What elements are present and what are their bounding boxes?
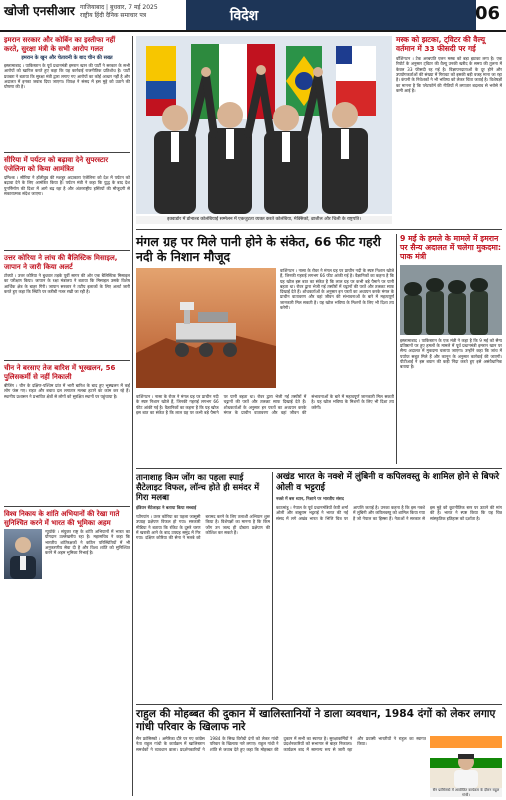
story1-headline: इमरान सरकार और कोर्बिन का इस्तीफा नहीं करते, सुरक्षा मंत्री के सभी आरोप गलत — [4, 36, 116, 53]
musk-story — [396, 36, 502, 228]
nepal-headline: अखंड भारत के नक्शे में लुंबिनी व कपिलवस्तु के शामिल होने से बिफरे ओली व भट्टराई — [276, 472, 500, 493]
mars-headline: मंगल ग्रह पर मिले पानी होने के संकेत, 66 फीट गहरी नदी के निशान मौजूद — [136, 234, 381, 264]
edition-tagline: राष्ट्रीय हिंदी दैनिक समाचार पत्र — [80, 12, 147, 19]
date: गाजियाबाद | बुधवार, 7 मई 2025 — [80, 4, 158, 11]
kim-story — [136, 472, 270, 702]
divider — [4, 250, 130, 251]
masthead: खोजी एनसीआर — [4, 4, 75, 18]
story3-headline: उत्तर कोरिया ने लांच की बैलिस्टिक मिसाइल, जापान ने जारी किया अलर्ट — [4, 254, 118, 271]
kim-byline: इंडियन सैटेलाइट ने बताया किया सच्चाई — [136, 505, 197, 510]
photo-presidents — [136, 36, 392, 214]
story2-body: दमिश्क । सीरिया ने हॉलीवुड की मशहूर अदाकारा एंजेलिना को देश में पर्यटन को बढ़ावा देने के लिए आमंत्रित किया है। पर्यटन मंत्री ने कहा कि युद्ध के बाद देश पुनर्निर्माण की दिशा में आगे बढ़ रहा है और अंतरराष्ट्रीय हस्तियों की मौजूदगी से सकारात्मक संदेश जाएगा। — [4, 175, 130, 196]
mars-body-continued: वाशिंगटन । नासा के रोवर ने मंगल ग्रह पर प्राचीन नदी के स्पष्ट निशान खोजे हैं, जिनकी गहराई लगभग 66 फीट आंकी गई है। वैज्ञानिकों का कहना है कि यह खोज इस बात का संकेत है कि लाल ग्रह पर कभी बड़े पैमाने पर पानी बहता था। रोवर द्वारा भेजी गई तस्वीरों में चट्टानों की परतें और तलछट साफ दिखाई देते हैं। शोधकर्ताओं के अनुसार इन परतों का अध्ययन करके मंगल के प्राचीन वातावरण और वहां जीवन की संभावनाओं के बारे में महत्वपूर्ण जानकारी मिल सकती है। यह खोज भविष्य के मिशनों के लिए भी दिशा तय करेगी। — [136, 394, 394, 415]
nepal-byline: नक्शे में बस ध्यान, निशाने पर भारतीय संसद — [276, 496, 344, 502]
musk-headline: मस्क को झटका, ट्विटर की वैल्यू वर्तमान में 33 फीसदी पर गई — [396, 35, 485, 53]
column-divider — [132, 36, 133, 796]
musk-body: वॉशिंगटन । टेक अरबपति एलन मस्क को बड़ा झटका लगा है। एक रिपोर्ट के अनुसार ट्विटर की वैल्यू उनकी खरीद के समय की तुलना में केवल 33 फीसदी रह गई है। विज्ञापनदाताओं के दूर होने और उपयोगकर्ताओं की संख्या में गिरावट को इसकी बड़ी वजह माना जा रहा है। कंपनी के निवेशकों ने भी भविष्य को लेकर चिंता जताई है। विशेषज्ञों का मानना है कि प्लेटफॉर्म की नीतियों में लगातार बदलाव से भरोसे में कमी आई है। — [396, 56, 502, 93]
divider — [136, 468, 502, 469]
divider — [136, 704, 502, 705]
rahul-body: सैन फ्रांसिस्को । अमेरिका दौरे पर गए कांग्रेस नेता राहुल गांधी के कार्यक्रम में खालिस्तान समर्थकों ने व्यवधान डाला। प्रदर्शनकारियों ने 1984 के सिख विरोधी दंगों को लेकर गांधी परिवार के खिलाफ नारे लगाए। राहुल गांधी ने शांति से जवाब देते हुए कहा कि मोहब्बत की दुकान में सभी का स्वागत है। सुरक्षाकर्मियों ने प्रदर्शनकारियों को सभागार से बाहर निकाला। कार्यक्रम बाद में सामान्य रूप से जारी रहा और प्रवासी भारतीयों ने राहुल का स्वागत किया। — [136, 736, 426, 752]
rahul-story — [136, 708, 502, 798]
soldiers-photo-illustration — [400, 265, 502, 335]
imran-body: इस्लामाबाद । पाकिस्तान के एक मंत्री ने कहा है कि 9 मई को सैन्य प्रतिष्ठानों पर हुए हमलों के मामले में पूर्व प्रधानमंत्री इमरान खान पर सैन्य अदालत में मुकदमा चलाया जाएगा। उन्होंने कहा कि जांच में पर्याप्त सबूत मिले हैं और कानून के अनुसार कार्रवाई की जाएगी। पीटीआई ने इस बयान की कड़ी निंदा करते हुए इसे असंवैधानिक बताया है। — [400, 337, 502, 370]
story1-subhead: इमरान के खुन और चेतावनी के बाद चीन की सख्त — [21, 55, 113, 61]
divider — [136, 229, 502, 230]
page-number: 06 — [474, 3, 500, 24]
column-divider — [396, 234, 397, 464]
story5-body: न्यूयॉर्क । संयुक्त राष्ट्र के शांति अभियानों में भारत का योगदान उल्लेखनीय रहा है। महासचिव ने कहा कि भारतीय शांतिरक्षकों ने कठिन परिस्थितियों में भी अनुकरणीय सेवा दी है और विश्व शांति को सुनिश्चित करने में अहम भूमिका निभाई है। — [45, 529, 130, 556]
column-divider — [272, 472, 273, 700]
divider — [4, 152, 130, 153]
divider — [4, 506, 130, 507]
mars-rover-illustration — [136, 268, 276, 388]
photo-soldiers — [400, 265, 502, 335]
dateline — [80, 4, 158, 20]
mars-body-col1: वाशिंगटन । नासा के रोवर ने मंगल ग्रह पर प्राचीन नदी के स्पष्ट निशान खोजे हैं, जिनकी गहराई लगभग 66 फीट आंकी गई है। वैज्ञानिकों का कहना है कि यह खोज इस बात का संकेत है कि लाल ग्रह पर कभी बड़े पैमाने पर पानी बहता था। रोवर द्वारा भेजी गई तस्वीरों में चट्टानों की परतें और तलछट साफ दिखाई देते हैं। शोधकर्ताओं के अनुसार इन परतों का अध्ययन करके मंगल के प्राचीन वातावरण और वहां जीवन की संभावनाओं के बारे में महत्वपूर्ण जानकारी मिल सकती है। यह खोज भविष्य के मिशनों के लिए भी दिशा तय करेगी। — [280, 268, 394, 311]
section-title: विदेश — [214, 0, 274, 30]
story4-body: बीजिंग । चीन के दक्षिण-पश्चिम प्रांत में भारी बारिश के बाद हुए भूस्खलन में कई लोग फंस गए। राहत और बचाव दल लगातार मलबा हटाने का काम कर रहे हैं। स्थानीय प्रशासन ने प्रभावित क्षेत्रों से लोगों को सुरक्षित स्थानों पर पहुंचाया है। — [4, 383, 130, 399]
photo-rahul — [430, 736, 502, 788]
story3-body: टोक्यो । उत्तर कोरिया ने बुधवार तड़के पूर्वी सागर की ओर एक बैलिस्टिक मिसाइल का परीक्षण किया। जापान के रक्षा मंत्रालय ने बताया कि मिसाइल उसके विशेष आर्थिक क्षेत्र के बाहर गिरी। जापान सरकार ने तटीय इलाकों के लिए अलर्ट जारी करते हुए कहा कि स्थिति पर करीबी नजर रखी जा रही है। — [4, 273, 130, 294]
story1-body: इस्लामाबाद । पाकिस्तान के पूर्व प्रधानमंत्री इमरान खान की पार्टी ने सरकार के सभी आरोपों को खारिज करते हुए कहा कि यह कार्रवाई राजनीतिक प्रतिशोध है। पार्टी प्रवक्ता ने बताया कि सुरक्षा मंत्री द्वारा लगाए गए आरोपों का कोई आधार नहीं है और अदालत में इनका जवाब दिया जाएगा। विपक्ष ने संसद में इस मुद्दे को उठाने की घोषणा की है। — [4, 63, 130, 90]
nepal-body: काठमांडू । नेपाल के पूर्व प्रधानमंत्रियों केपी शर्मा ओली और बाबूराम भट्टराई ने भारत की नई संसद में लगे अखंड भारत के भित्ति चित्र पर आपत्ति जताई है। उनका कहना है कि इस नक्शे में लुंबिनी और कपिलवस्तु को शामिल किया गया है जो नेपाल का हिस्सा हैं। नेताओं ने सरकार से इस मुद्दे को कूटनीतिक स्तर पर उठाने की मांग की है। भारत ने स्पष्ट किया कि यह चित्र सांस्कृतिक इतिहास को दर्शाता है। — [276, 505, 502, 521]
imran-story — [400, 234, 502, 466]
photo-un-official — [4, 529, 42, 579]
rahul-headline: राहुल की मोहब्बत की दुकान में खालिस्तानियों ने डाला व्यवधान, 1984 दंगों को लेकर लगाए गांधी परिवार के खिलाफ नारे — [136, 708, 496, 733]
presidents-photo-illustration — [136, 36, 392, 214]
divider — [4, 360, 130, 361]
rahul-photo-illustration — [430, 736, 502, 788]
imran-headline: 9 मई के हमले के मामले में इमरान पर सैन्य अदालत में चलेगा मुकदमा: पाक मंत्री — [400, 234, 502, 262]
left-column — [4, 36, 130, 798]
story5-headline: विश्व निकाय के शांति अभियानों की रेखा गाते सुनिश्चित करने में भारत की भूमिका अहम — [4, 510, 120, 527]
rahul-caption: सैन फ्रांसिस्को में आयोजित कार्यक्रम के दौरान राहुल गांधी। — [430, 788, 502, 797]
kim-body: प्योंगयांग । उत्तर कोरिया का पहला जासूसी उपग्रह प्रक्षेपण विफल हो गया। सरकारी मीडिया ने बताया कि रॉकेट के दूसरे चरण में खराबी आने के बाद उपग्रह समुद्र में गिर गया। दक्षिण कोरिया की सेना ने मलबे को बरामद करने के लिए तलाशी अभियान शुरू किया है। विशेषज्ञों का मानना है कि किम जोंग उन जल्द ही दोबारा प्रक्षेपण की कोशिश कर सकते हैं। — [136, 514, 270, 541]
page-header — [0, 0, 506, 32]
kim-headline: तानाशाह किम जोंग का पहला स्पाई सैटेलाइट विफल, लॉन्च होते ही समंदर में गिरा मलबा — [136, 472, 260, 502]
story4-headline: चीन ने बरसाए तेज बारिश में भूस्खलन, 56 पुलिसकर्मी से नहीं निकाली — [4, 364, 116, 381]
person-icon — [4, 529, 42, 579]
photo-mars-rover — [136, 268, 276, 388]
story2-headline: सीरिया में पर्यटन को बढ़ावा देने सुपरस्टार एंजेलिना को किया आमंत्रित — [4, 156, 109, 173]
photo-caption: इक्वाडोर में डोनाल्ड कोलंबियाई सम्मेलन में एकजुटता व्यक्त करते कोलंबिया, मेक्सिको, ब्राजील और चिली के राष्ट्रपति। — [136, 216, 392, 224]
nepal-story — [276, 472, 502, 702]
mars-story — [136, 234, 394, 464]
